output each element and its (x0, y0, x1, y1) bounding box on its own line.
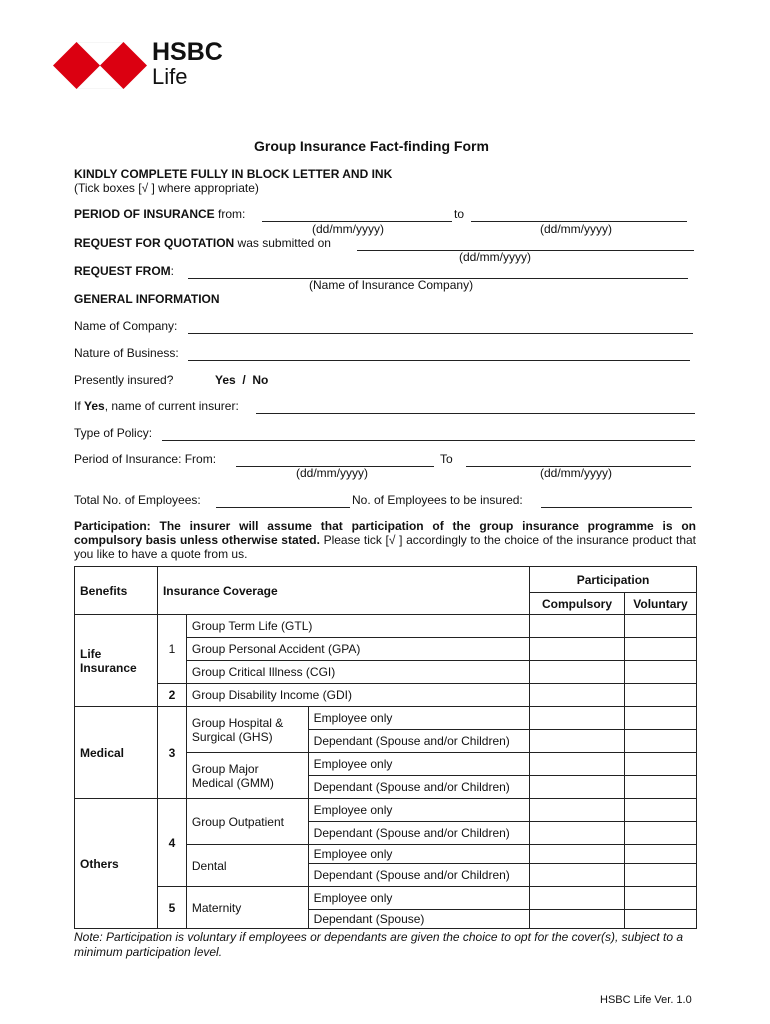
insured-question: Presently insured? (74, 373, 174, 387)
page-title: Group Insurance Fact-finding Form (254, 138, 489, 154)
note: Note: Participation is voluntary if employees or dependants are given the choice to opt for the cover(s), subject to a minimum participation level. (74, 930, 683, 959)
period-to: to (454, 207, 465, 221)
participation-rest: Please tick [√ ] accordingly to the choice of the insurance product that you like to have a quote from us. (74, 533, 696, 561)
footer-version: HSBC Life Ver. 1.0 (600, 994, 692, 1006)
tick-box[interactable] (625, 822, 697, 845)
insured-employees-field[interactable] (541, 493, 692, 508)
number-2: 2 (157, 684, 186, 707)
period-row (74, 207, 245, 221)
coverage-cgi: Group Critical Illness (CGI) (186, 661, 529, 684)
tick-box[interactable] (625, 753, 697, 776)
header-benefits: Benefits (75, 567, 158, 615)
request-from-field[interactable] (188, 264, 688, 279)
participation-bold: The insurer will assume that participation of the group insurance programme is on compulsory basis unless otherwise stated. (74, 519, 696, 547)
option-dependant-spouse: Dependant (Spouse) (308, 910, 529, 929)
participation-paragraph (74, 519, 696, 561)
request-quote-row (74, 236, 331, 250)
coverage-gpa: Group Personal Accident (GPA) (186, 638, 529, 661)
coverage-gdi: Group Disability Income (GDI) (186, 684, 529, 707)
benefit-life: Life Insurance (75, 615, 158, 707)
period2-from-field[interactable] (236, 452, 434, 467)
option-dependant: Dependant (Spouse and/or Children) (308, 864, 529, 887)
tick-box[interactable] (625, 661, 697, 684)
tick-box[interactable] (530, 887, 625, 910)
period2-label: Period of Insurance: From: (74, 452, 217, 466)
period2-to-field[interactable] (466, 452, 691, 467)
current-insurer-row (74, 399, 239, 413)
hsbc-logo-icon (53, 42, 147, 89)
current-pre: If (74, 399, 85, 413)
request-from-label: REQUEST FROM (74, 264, 171, 278)
header-participation: Participation (530, 567, 697, 593)
coverage-dental: Dental (186, 845, 308, 887)
request-quote-label: REQUEST FOR QUOTATION (74, 236, 235, 250)
coverage-gtl: Group Term Life (GTL) (186, 615, 529, 638)
coverage-table (74, 566, 697, 929)
tick-box[interactable] (530, 661, 625, 684)
option-employee: Employee only (308, 845, 529, 864)
tick-box[interactable] (530, 730, 625, 753)
current-insurer-field[interactable] (256, 399, 695, 414)
period2-from-format: (dd/mm/yyyy) (296, 466, 368, 480)
instruction-2: (Tick boxes [√ ] where appropriate) (74, 181, 259, 195)
header-coverage: Insurance Coverage (157, 567, 529, 615)
logo-sub: Life (152, 64, 188, 89)
period2-to-format: (dd/mm/yyyy) (540, 466, 612, 480)
tick-box[interactable] (625, 638, 697, 661)
coverage-maternity: Maternity (186, 887, 308, 929)
request-quote-format: (dd/mm/yyyy) (459, 250, 531, 264)
tick-box[interactable] (530, 684, 625, 707)
instruction-1: KINDLY COMPLETE FULLY IN BLOCK LETTER AND INK (74, 167, 393, 181)
option-dependant: Dependant (Spouse and/or Children) (308, 822, 529, 845)
company-field[interactable] (188, 319, 693, 334)
period-to-field[interactable] (471, 207, 687, 222)
benefit-others: Others (75, 799, 158, 929)
tick-box[interactable] (625, 799, 697, 822)
header-compulsory: Compulsory (530, 593, 625, 615)
number-3: 3 (157, 707, 186, 799)
number-4: 4 (157, 799, 186, 887)
number-1: 1 (157, 615, 186, 684)
general-heading: GENERAL INFORMATION (74, 292, 220, 306)
period2-to: To (440, 452, 453, 466)
tick-box[interactable] (530, 753, 625, 776)
tick-box[interactable] (625, 707, 697, 730)
number-5: 5 (157, 887, 186, 929)
company-label: Name of Company: (74, 319, 178, 333)
coverage-outpatient: Group Outpatient (186, 799, 308, 845)
participation-label: Participation: (74, 519, 151, 533)
tick-box[interactable] (530, 707, 625, 730)
period-to-format: (dd/mm/yyyy) (540, 222, 612, 236)
current-post: , name of current insurer: (104, 399, 239, 413)
tick-box[interactable] (530, 845, 625, 864)
tick-box[interactable] (530, 776, 625, 799)
request-from-row (74, 264, 174, 278)
nature-label: Nature of Business: (74, 346, 179, 360)
total-employees-field[interactable] (216, 493, 350, 508)
tick-box[interactable] (625, 845, 697, 864)
option-dependant: Dependant (Spouse and/or Children) (308, 730, 529, 753)
policy-field[interactable] (162, 426, 695, 441)
benefit-medical: Medical (75, 707, 158, 799)
tick-box[interactable] (530, 910, 625, 929)
period-from-field[interactable] (262, 207, 452, 222)
period-from: from: (214, 207, 246, 221)
policy-label: Type of Policy: (74, 426, 153, 440)
tick-box[interactable] (625, 615, 697, 638)
insured-employees-label: No. of Employees to be insured: (352, 493, 523, 507)
header-voluntary: Voluntary (625, 593, 697, 615)
tick-box[interactable] (625, 776, 697, 799)
tick-box[interactable] (625, 864, 697, 887)
option-employee: Employee only (308, 753, 529, 776)
tick-box[interactable] (530, 638, 625, 661)
request-from-hint: (Name of Insurance Company) (309, 278, 474, 292)
total-employees-label: Total No. of Employees: (74, 493, 201, 507)
period-label: PERIOD OF INSURANCE (74, 207, 215, 221)
option-employee: Employee only (308, 799, 529, 822)
tick-box[interactable] (625, 684, 697, 707)
coverage-ghs: Group Hospital & Surgical (GHS) (186, 707, 308, 753)
tick-box[interactable] (625, 730, 697, 753)
option-employee: Employee only (308, 887, 529, 910)
coverage-gmm: Group Major Medical (GMM) (186, 753, 308, 799)
option-employee: Employee only (308, 707, 529, 730)
nature-field[interactable] (188, 346, 690, 361)
insured-options[interactable]: Yes / No (215, 373, 269, 387)
tick-box[interactable] (530, 615, 625, 638)
tick-box[interactable] (625, 910, 697, 929)
tick-box[interactable] (530, 822, 625, 845)
request-from-colon: : (170, 264, 175, 278)
tick-box[interactable] (625, 887, 697, 910)
logo-name: HSBC (152, 38, 223, 66)
option-dependant: Dependant (Spouse and/or Children) (308, 776, 529, 799)
current-yes: Yes (84, 399, 105, 413)
period-from-format: (dd/mm/yyyy) (312, 222, 384, 236)
request-quote-field[interactable] (357, 236, 694, 251)
tick-box[interactable] (530, 864, 625, 887)
request-quote-rest: was submitted on (234, 236, 331, 250)
tick-box[interactable] (530, 799, 625, 822)
